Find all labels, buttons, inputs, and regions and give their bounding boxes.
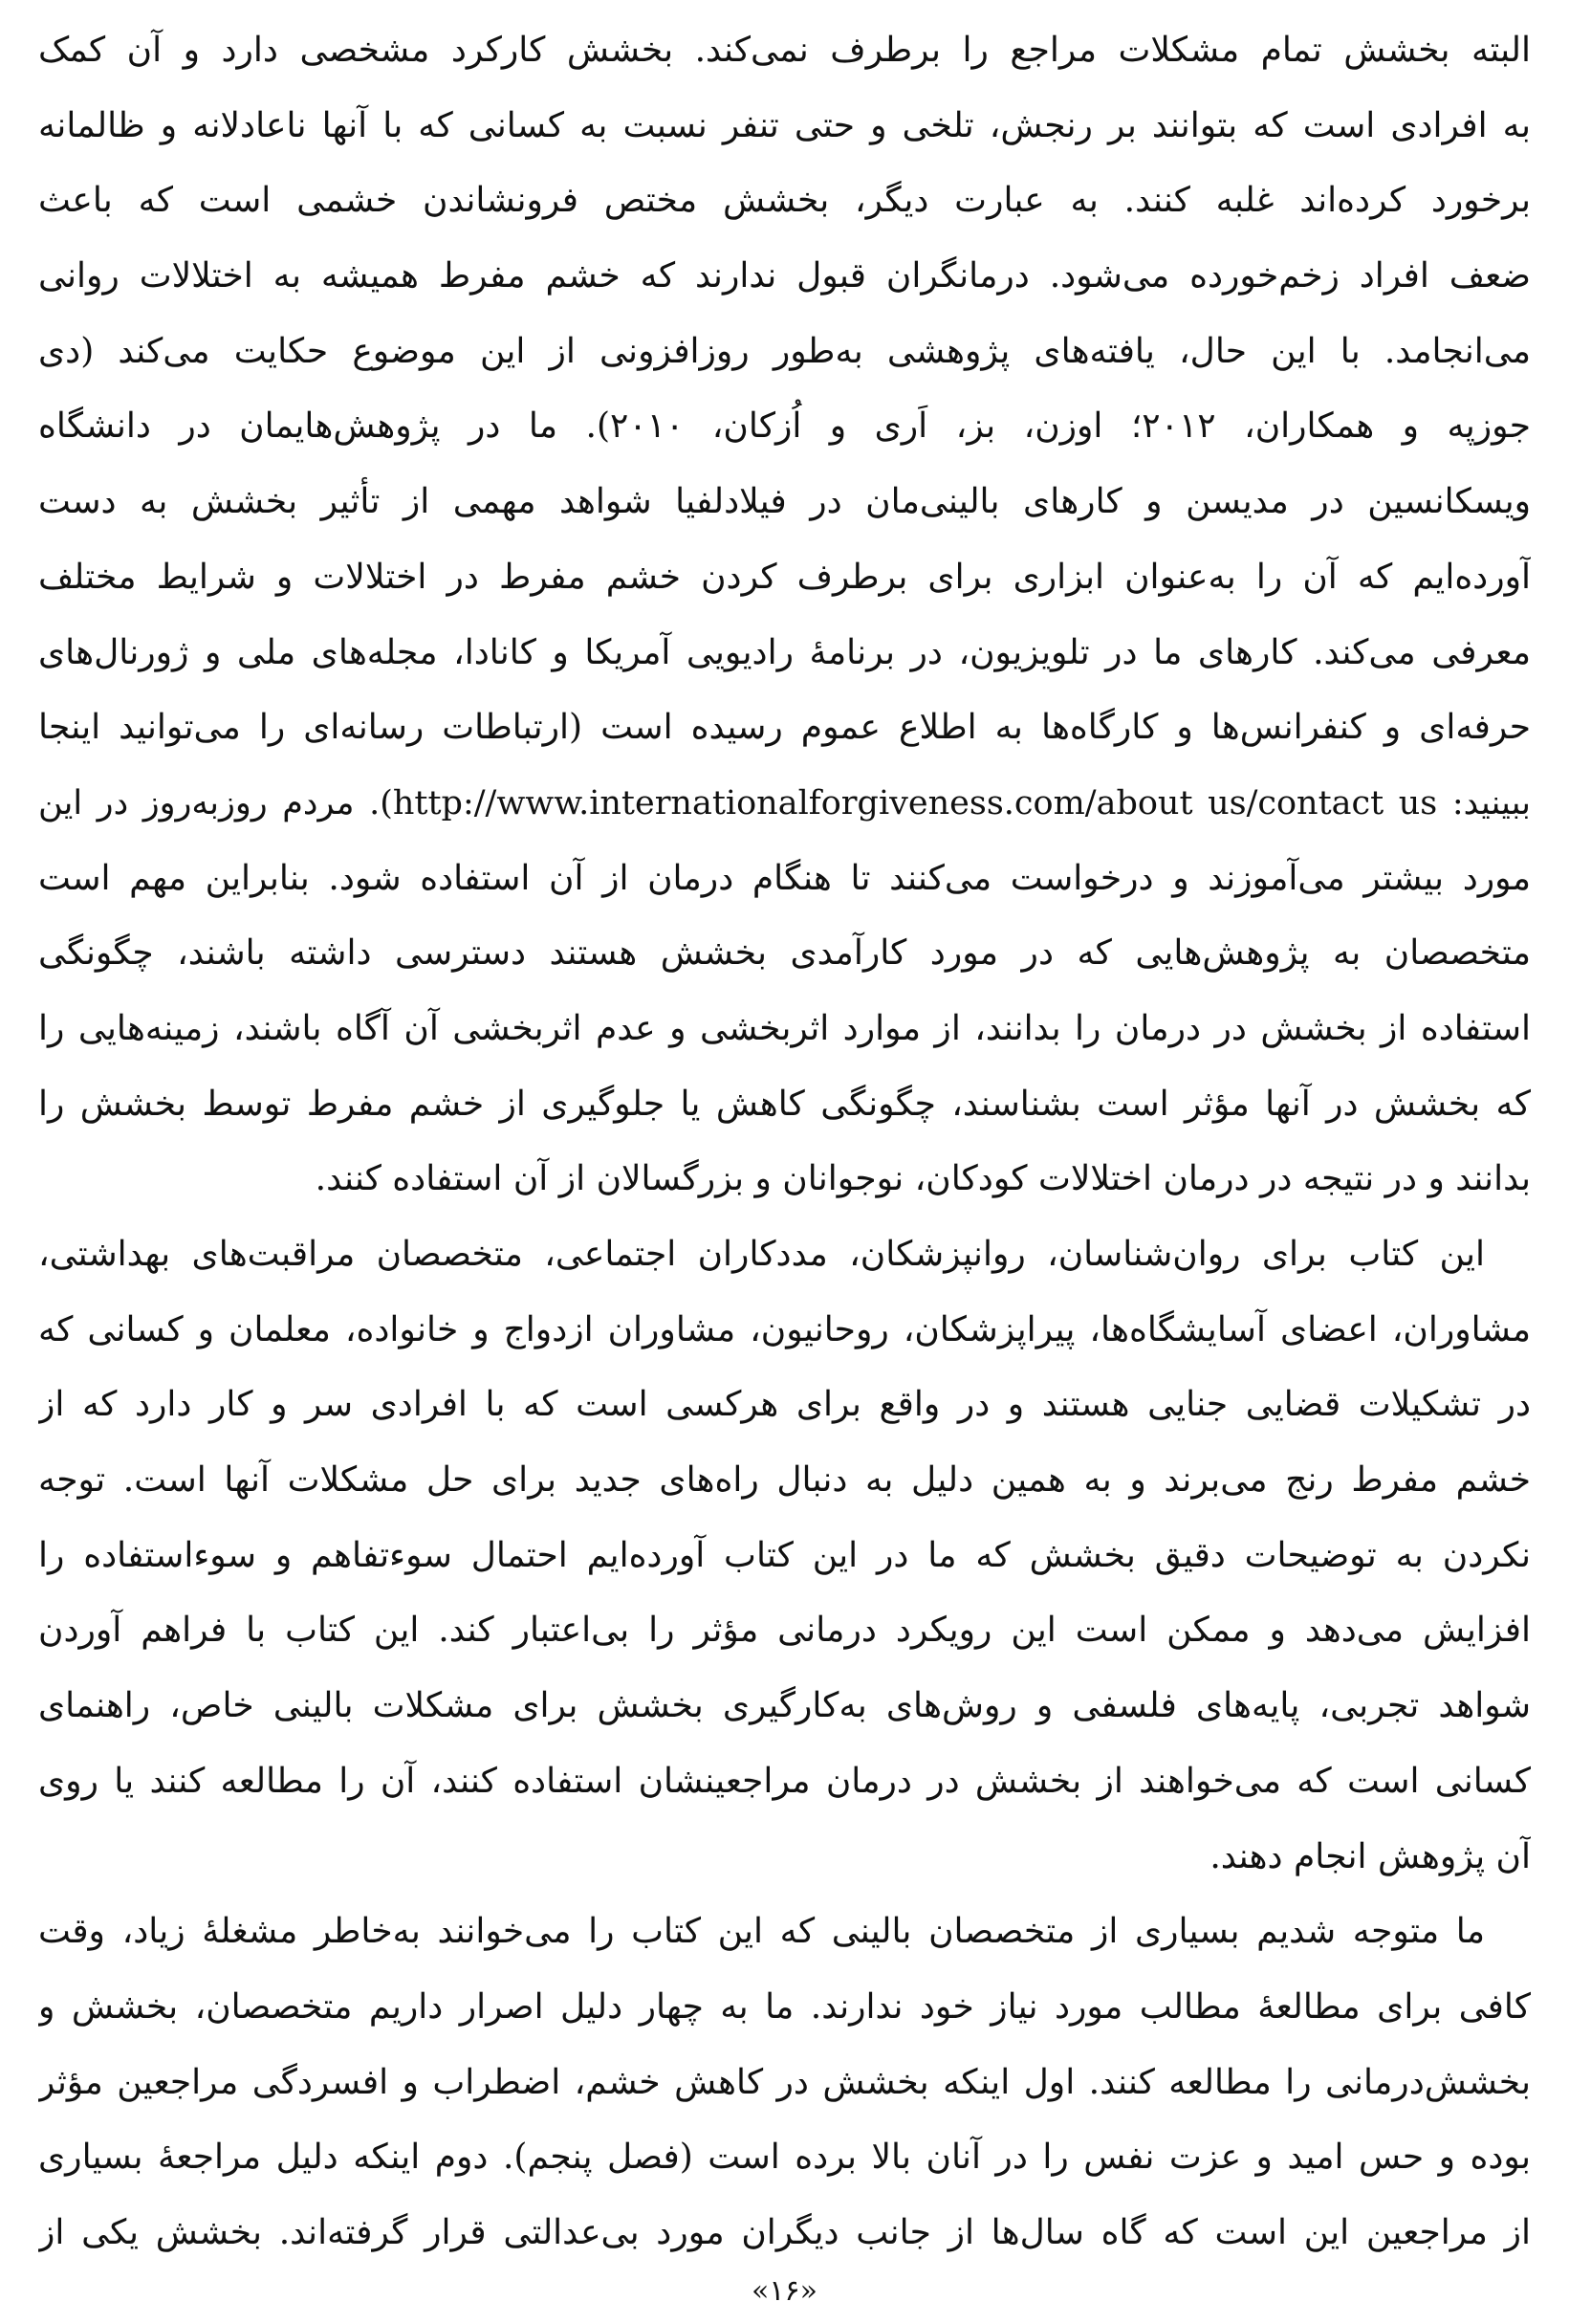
text-line: به افرادی است که بتوانند بر رنجش، تلخی و حتی تنفر نسبت به کسانی که با آنها ناعادلانه و ظالمانه bbox=[38, 105, 1531, 145]
text-line: شواهد تجربی، پایه‌های فلسفی و روش‌های به‌کارگیری بخشش برای مشکلات بالینی خاص، راهنمای bbox=[38, 1686, 1531, 1726]
text-line: در تشکیلات قضایی جنایی هستند و در واقع برای هرکسی است که با افرادی سر و کار دارد که از bbox=[38, 1385, 1531, 1425]
text-line: آورده‌ایم که آن را به‌عنوان ابزاری برای برطرف کردن خشم مفرط در اختلالات و شرایط مختلف bbox=[38, 557, 1531, 597]
text-line: کسانی است که می‌خواهند از بخشش در درمان مراجعینشان استفاده کنند، آن را مطالعه کنند یا روی bbox=[38, 1761, 1531, 1801]
text-line: آن پژوهش انجام دهند. bbox=[1209, 1836, 1531, 1876]
text-line: نکردن به توضیحات دقیق بخشش که ما در این کتاب آورده‌ایم احتمال سوءتفاهم و سوءاستفاده را bbox=[38, 1535, 1531, 1575]
text-line: که بخشش در آنها مؤثر است بشناسند، چگونگی کاهش یا جلوگیری از خشم مفرط توسط بخشش را bbox=[38, 1084, 1531, 1124]
text-line: مشاوران، اعضای آسایشگاه‌ها، پیراپزشکان، روحانیون، مشاوران ازدواج و خانواده، معلمان و کسانی که bbox=[38, 1309, 1531, 1349]
text-line: بخشش‌درمانی را مطالعه کنند. اول اینکه بخشش در کاهش خشم، اضطراب و افسردگی مراجعین مؤثر bbox=[38, 2062, 1531, 2102]
text-line: بدانند و در نتیجه در درمان اختلالات کودکان، نوجوانان و بزرگسالان از آن استفاده کنند. bbox=[315, 1159, 1531, 1199]
text-line: خشم مفرط رنج می‌برند و به همین دلیل به دنبال راه‌های جدید برای حل مشکلات آنها است. توجه bbox=[38, 1460, 1531, 1501]
paragraph-1 bbox=[38, 13, 1531, 1217]
text-line: برخورد کرده‌اند غلبه کنند. به عبارت دیگر، بخشش مختص فرونشاندن خشمی است که باعث bbox=[38, 181, 1531, 221]
paragraph-2 bbox=[38, 1217, 1531, 1895]
text-line: کافی برای مطالعهٔ مطالب مورد نیاز خود ندارند. ما به چهار دلیل اصرار داریم متخصصان، بخشش و bbox=[38, 1986, 1531, 2027]
text-line: این کتاب برای روان‌شناسان، روانپزشکان، مددکاران اجتماعی، متخصصان مراقبت‌های بهداشتی، bbox=[38, 1235, 1485, 1274]
text-line: معرفی می‌کند. کارهای ما در تلویزیون، در برنامهٔ رادیویی آمریکا و کانادا، مجله‌های ملی و ژورنال‌های bbox=[38, 632, 1531, 672]
text-line: جوزپه و همکاران، ۲۰۱۲؛ اوزن، بز، اَری و اُزکان، ۲۰۱۰). ما در پژوهش‌هایمان در دانشگاه bbox=[38, 406, 1531, 447]
page-number: «۱۶» bbox=[752, 2274, 817, 2308]
text-line: متخصصان به پژوهش‌هایی که در مورد کارآمدی بخشش هستند دسترسی داشته باشند، چگونگی bbox=[38, 933, 1531, 974]
text-line: ما متوجه شدیم بسیاری از متخصصان بالینی که این کتاب را می‌خوانند به‌خاطر مشغلهٔ زیاد، وقت bbox=[38, 1912, 1485, 1952]
text-line: ببینید: http://www.internationalforgiveness.com/about us/contact us). مردم روزبه‌روز در این bbox=[38, 783, 1531, 822]
document-page bbox=[38, 13, 1531, 2252]
text-line: مورد بیشتر می‌آموزند و درخواست می‌کنند تا هنگام درمان از آن استفاده شود. بنابراین مهم است bbox=[38, 858, 1531, 898]
text-line: می‌انجامد. با این حال، یافته‌های پژوهشی به‌طور روزافزونی از این موضوع حکایت می‌کند (دی bbox=[38, 331, 1531, 371]
text-line: حرفه‌ای و کنفرانس‌ها و کارگاه‌ها به اطلاع عموم رسیده است (ارتباطات رسانه‌ای را می‌توانید اینجا bbox=[38, 708, 1531, 748]
text-line: بوده و حس امید و عزت نفس را در آنان بالا برده است (فصل پنجم). دوم اینکه دلیل مراجعهٔ بسیاری bbox=[38, 2138, 1531, 2178]
text-line: استفاده از بخشش در درمان را بدانند، از موارد اثربخشی و عدم اثربخشی آن آگاه باشند، زمینه‌هایی را bbox=[38, 1008, 1531, 1048]
paragraph-3 bbox=[38, 1895, 1531, 2270]
text-line: از مراجعین این است که گاه سال‌ها از جانب دیگران مورد بی‌عدالتی قرار گرفته‌اند. بخشش یکی از bbox=[38, 2212, 1531, 2252]
text-line: افزایش می‌دهد و ممکن است این رویکرد درمانی مؤثر را بی‌اعتبار کند. این کتاب با فراهم آوردن bbox=[38, 1611, 1531, 1651]
text-line: البته بخشش تمام مشکلات مراجع را برطرف نمی‌کند. بخشش کارکرد مشخصی دارد و آن کمک bbox=[38, 31, 1531, 70]
text-line: ویسکانسین در مدیسن و کارهای بالینی‌مان در فیلادلفیا شواهد مهمی از تأثیر بخشش به دست bbox=[38, 482, 1531, 522]
text-line: ضعف افراد زخم‌خورده می‌شود. درمانگران قبول ندارند که خشم مفرط همیشه به اختلالات روانی bbox=[38, 256, 1531, 296]
